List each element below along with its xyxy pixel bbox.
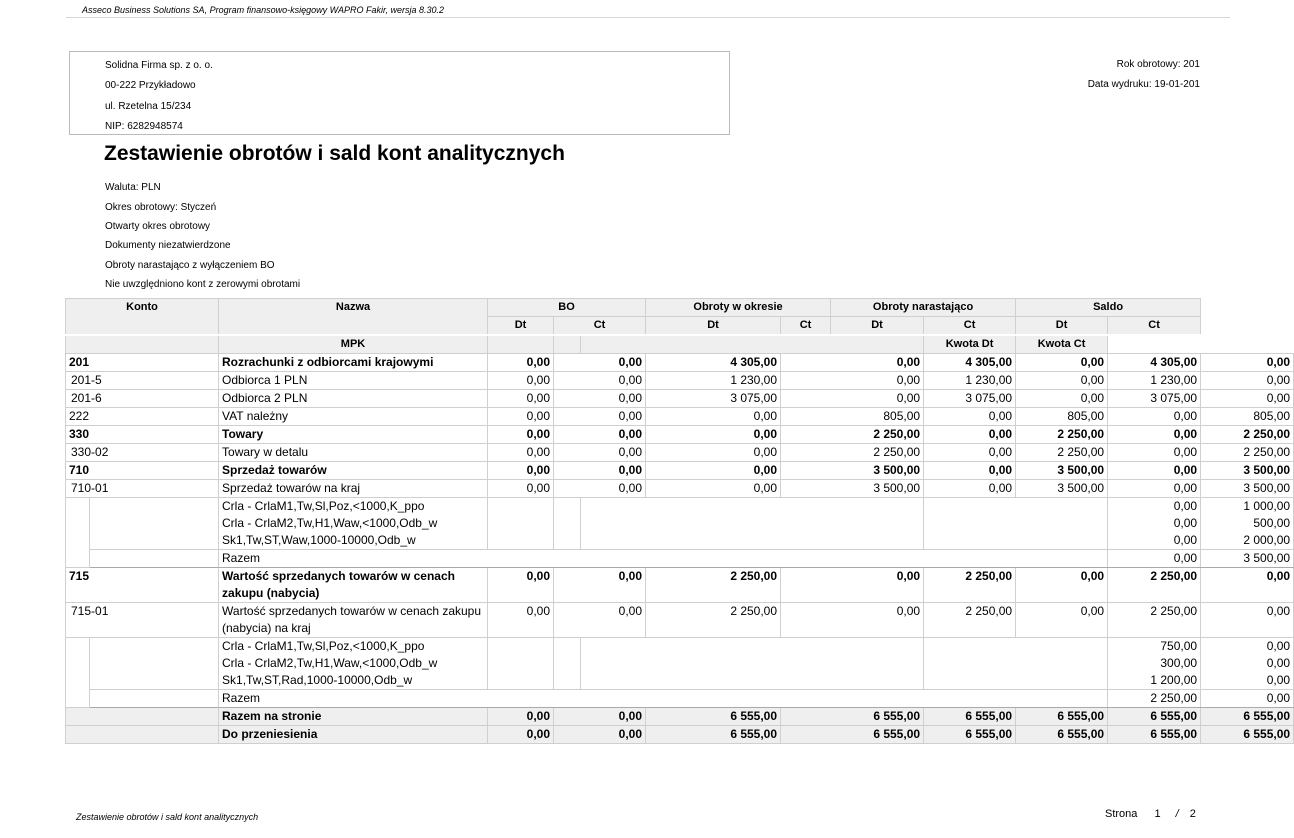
col-saldo-ct: Ct xyxy=(1108,317,1201,336)
col-saldo: Saldo xyxy=(1016,299,1201,317)
mpk-row xyxy=(66,498,1294,516)
nar-ct: 0,00 xyxy=(1016,568,1108,603)
col-blank-3 xyxy=(581,335,924,354)
saldo-ct: 805,00 xyxy=(1201,408,1294,426)
saldo-ct: 0,00 xyxy=(1201,372,1294,390)
account-row-715 xyxy=(66,568,1294,603)
fiscal-year: Rok obrotowy: 201 xyxy=(1116,59,1200,70)
company-box xyxy=(69,51,730,135)
razem-dt: 2 250,00 xyxy=(1108,690,1201,708)
mpk-ct: 0,00 xyxy=(1201,655,1294,672)
mpk-name: Sk1,Tw,ST,Rad,1000-10000,Odb_w xyxy=(219,672,488,690)
nar-ct: 6 555,00 xyxy=(1016,726,1108,744)
obr-ct: 6 555,00 xyxy=(781,726,924,744)
mpk-name: Sk1,Tw,ST,Waw,1000-10000,Odb_w xyxy=(219,532,488,550)
bo-ct: 0,00 xyxy=(554,462,646,480)
mpk-dt: 0,00 xyxy=(1108,532,1201,550)
bo-ct: 0,00 xyxy=(554,426,646,444)
nar-dt: 3 075,00 xyxy=(924,390,1016,408)
bo-dt: 0,00 xyxy=(488,568,554,603)
konto-cell: 222 xyxy=(66,408,219,426)
print-date: Data wydruku: 19-01-201 xyxy=(1087,79,1200,90)
obr-dt: 0,00 xyxy=(646,444,781,462)
bo-ct: 0,00 xyxy=(554,390,646,408)
report-title: Zestawienie obrotów i sald kont analitycznych xyxy=(104,142,565,165)
obr-dt: 6 555,00 xyxy=(646,726,781,744)
razem-row xyxy=(66,550,1294,568)
mpk-dt: 0,00 xyxy=(1108,515,1201,532)
account-row xyxy=(66,390,1294,408)
bo-ct: 0,00 xyxy=(554,444,646,462)
col-kwota-ct: Kwota Ct xyxy=(1016,335,1108,354)
saldo-dt: 2 250,00 xyxy=(1108,603,1201,638)
account-row xyxy=(66,462,1294,480)
account-row xyxy=(66,480,1294,498)
nar-ct: 2 250,00 xyxy=(1016,444,1108,462)
mpk-name: Crla - CrlaM2,Tw,H1,Waw,<1000,Odb_w xyxy=(219,655,488,672)
mpk-blank xyxy=(90,498,219,550)
razem-label: Razem xyxy=(219,550,1108,568)
mpk-dt: 1 200,00 xyxy=(1108,672,1201,690)
razem-ct: 0,00 xyxy=(1201,690,1294,708)
bo-dt: 0,00 xyxy=(488,444,554,462)
account-row xyxy=(66,444,1294,462)
company-postal: 00-222 Przykładowo xyxy=(105,80,196,91)
konto-cell: 330 xyxy=(66,426,219,444)
info-open-period: Otwarty okres obrotowy xyxy=(105,221,211,232)
obr-dt: 4 305,00 xyxy=(646,354,781,372)
nar-dt: 2 250,00 xyxy=(924,603,1016,638)
nar-dt: 0,00 xyxy=(924,444,1016,462)
konto-cell: 330-02 xyxy=(66,444,219,462)
nar-dt: 6 555,00 xyxy=(924,708,1016,726)
obr-ct: 0,00 xyxy=(781,372,924,390)
bo-ct: 0,00 xyxy=(554,603,646,638)
obr-ct: 2 250,00 xyxy=(781,426,924,444)
total-label: Do przeniesienia xyxy=(219,726,488,744)
col-obr-dt: Dt xyxy=(646,317,781,336)
col-blank xyxy=(66,335,219,354)
mpk-ct: 1 000,00 xyxy=(1201,498,1294,516)
nar-dt: 0,00 xyxy=(924,480,1016,498)
total-row xyxy=(66,726,1294,744)
konto-cell: 715-01 xyxy=(66,603,219,638)
nazwa-cell: VAT należny xyxy=(219,408,488,426)
col-saldo-dt: Dt xyxy=(1016,317,1108,336)
company-name: Solidna Firma sp. z o. o. xyxy=(105,60,213,71)
page-indicator xyxy=(1105,808,1196,820)
nazwa-cell: Wartość sprzedanych towarów w cenach zakupu (nabycia) na kraj xyxy=(219,603,488,638)
nar-ct: 0,00 xyxy=(1016,390,1108,408)
konto-cell: 710 xyxy=(66,462,219,480)
razem-dt: 0,00 xyxy=(1108,550,1201,568)
saldo-dt: 6 555,00 xyxy=(1108,708,1201,726)
mpk-name: Crla - CrlaM1,Tw,Sl,Poz,<1000,K_ppo xyxy=(219,638,488,656)
program-header: Asseco Business Solutions SA, Program finansowo-księgowy WAPRO Fakir, wersja 8.30.2 xyxy=(82,5,444,15)
bo-ct: 0,00 xyxy=(554,372,646,390)
saldo-dt: 0,00 xyxy=(1108,408,1201,426)
col-bo-ct: Ct xyxy=(554,317,646,336)
nazwa-cell: Towary w detalu xyxy=(219,444,488,462)
nar-ct: 0,00 xyxy=(1016,603,1108,638)
mpk-ct: 2 000,00 xyxy=(1201,532,1294,550)
nar-dt: 0,00 xyxy=(924,462,1016,480)
mpk-ct: 500,00 xyxy=(1201,515,1294,532)
mpk-dt: 750,00 xyxy=(1108,638,1201,656)
col-obr-ct: Ct xyxy=(781,317,831,336)
nar-dt: 1 230,00 xyxy=(924,372,1016,390)
col-nar-dt: Dt xyxy=(831,317,924,336)
company-nip: NIP: 6282948574 xyxy=(105,121,183,132)
obr-dt: 2 250,00 xyxy=(646,603,781,638)
saldo-ct: 2 250,00 xyxy=(1201,444,1294,462)
nar-ct: 0,00 xyxy=(1016,372,1108,390)
obr-ct: 805,00 xyxy=(781,408,924,426)
nazwa-cell: Wartość sprzedanych towarów w cenach zakupu (nabycia) xyxy=(219,568,488,603)
konto-cell: 710-01 xyxy=(66,480,219,498)
obr-ct: 0,00 xyxy=(781,354,924,372)
bo-ct: 0,00 xyxy=(554,708,646,726)
account-row xyxy=(66,408,1294,426)
total-row xyxy=(66,708,1294,726)
bo-dt: 0,00 xyxy=(488,603,554,638)
obr-ct: 6 555,00 xyxy=(781,708,924,726)
bo-dt: 0,00 xyxy=(488,462,554,480)
saldo-dt: 4 305,00 xyxy=(1108,354,1201,372)
col-mpk: MPK xyxy=(219,335,488,354)
info-zero-accounts: Nie uwzględniono kont z zerowymi obrotami xyxy=(105,279,301,290)
nar-dt: 2 250,00 xyxy=(924,568,1016,603)
mpk-row xyxy=(66,638,1294,656)
mpk-dt: 0,00 xyxy=(1108,498,1201,516)
bo-dt: 0,00 xyxy=(488,408,554,426)
total-label: Razem na stronie xyxy=(219,708,488,726)
page-label: Strona xyxy=(1105,808,1138,820)
nar-ct: 2 250,00 xyxy=(1016,426,1108,444)
mpk-ct: 0,00 xyxy=(1201,672,1294,690)
info-period: Okres obrotowy: Styczeń xyxy=(105,202,217,213)
footer-report-name: Zestawienie obrotów i sald kont analitycznych xyxy=(76,812,259,822)
col-konto: Konto xyxy=(66,299,219,336)
nar-ct: 805,00 xyxy=(1016,408,1108,426)
obr-dt: 0,00 xyxy=(646,480,781,498)
indent-cell xyxy=(66,638,90,708)
bo-ct: 0,00 xyxy=(554,726,646,744)
col-blank-1 xyxy=(488,335,554,354)
mpk-ct: 0,00 xyxy=(1201,638,1294,656)
saldo-dt: 1 230,00 xyxy=(1108,372,1201,390)
account-row xyxy=(66,426,1294,444)
konto-cell: 201 xyxy=(66,354,219,372)
konto-cell: 201-5 xyxy=(66,372,219,390)
obr-ct: 0,00 xyxy=(781,568,924,603)
saldo-ct: 6 555,00 xyxy=(1201,726,1294,744)
razem-ct: 3 500,00 xyxy=(1201,550,1294,568)
bo-dt: 0,00 xyxy=(488,390,554,408)
col-nar-ct: Ct xyxy=(924,317,1016,336)
account-row xyxy=(66,372,1294,390)
obr-dt: 3 075,00 xyxy=(646,390,781,408)
obr-dt: 6 555,00 xyxy=(646,708,781,726)
mpk-name: Crla - CrlaM2,Tw,H1,Waw,<1000,Odb_w xyxy=(219,515,488,532)
obr-dt: 0,00 xyxy=(646,426,781,444)
saldo-ct: 3 500,00 xyxy=(1201,480,1294,498)
page-total: 2 xyxy=(1189,808,1196,820)
saldo-ct: 3 500,00 xyxy=(1201,462,1294,480)
saldo-dt: 0,00 xyxy=(1108,462,1201,480)
info-docs: Dokumenty niezatwierdzone xyxy=(105,240,231,251)
obr-ct: 0,00 xyxy=(781,603,924,638)
balance-table xyxy=(65,298,1294,744)
saldo-dt: 2 250,00 xyxy=(1108,568,1201,603)
header-row-mpk xyxy=(66,335,1294,354)
bo-dt: 0,00 xyxy=(488,426,554,444)
nazwa-cell: Odbiorca 2 PLN xyxy=(219,390,488,408)
bo-dt: 0,00 xyxy=(488,726,554,744)
nar-dt: 4 305,00 xyxy=(924,354,1016,372)
mpk-name: Crla - CrlaM1,Tw,Sl,Poz,<1000,K_ppo xyxy=(219,498,488,516)
col-bo: BO xyxy=(488,299,646,317)
obr-ct: 2 250,00 xyxy=(781,444,924,462)
obr-dt: 0,00 xyxy=(646,462,781,480)
nar-ct: 3 500,00 xyxy=(1016,462,1108,480)
bo-ct: 0,00 xyxy=(554,408,646,426)
konto-cell: 715 xyxy=(66,568,219,603)
company-street: ul. Rzetelna 15/234 xyxy=(105,101,192,112)
bo-dt: 0,00 xyxy=(488,480,554,498)
saldo-dt: 6 555,00 xyxy=(1108,726,1201,744)
col-nazwa: Nazwa xyxy=(219,299,488,336)
bo-ct: 0,00 xyxy=(554,354,646,372)
col-obroty: Obroty w okresie xyxy=(646,299,831,317)
saldo-ct: 0,00 xyxy=(1201,568,1294,603)
nazwa-cell: Towary xyxy=(219,426,488,444)
obr-dt: 1 230,00 xyxy=(646,372,781,390)
header-rule xyxy=(66,17,1230,18)
col-kwota-dt: Kwota Dt xyxy=(924,335,1016,354)
saldo-ct: 6 555,00 xyxy=(1201,708,1294,726)
konto-cell: 201-6 xyxy=(66,390,219,408)
saldo-ct: 0,00 xyxy=(1201,390,1294,408)
nar-dt: 0,00 xyxy=(924,426,1016,444)
bo-ct: 0,00 xyxy=(554,480,646,498)
info-currency: Waluta: PLN xyxy=(105,182,161,193)
saldo-ct: 2 250,00 xyxy=(1201,426,1294,444)
saldo-dt: 0,00 xyxy=(1108,480,1201,498)
nazwa-cell: Odbiorca 1 PLN xyxy=(219,372,488,390)
saldo-ct: 0,00 xyxy=(1201,354,1294,372)
page-current: 1 xyxy=(1154,808,1161,820)
bo-dt: 0,00 xyxy=(488,372,554,390)
col-narast: Obroty narastająco xyxy=(831,299,1016,317)
page-separator: / xyxy=(1175,808,1179,820)
obr-ct: 3 500,00 xyxy=(781,462,924,480)
razem-row xyxy=(66,690,1294,708)
nar-ct: 0,00 xyxy=(1016,354,1108,372)
nazwa-cell: Sprzedaż towarów na kraj xyxy=(219,480,488,498)
saldo-dt: 0,00 xyxy=(1108,426,1201,444)
nar-dt: 6 555,00 xyxy=(924,726,1016,744)
saldo-dt: 3 075,00 xyxy=(1108,390,1201,408)
obr-dt: 2 250,00 xyxy=(646,568,781,603)
nazwa-cell: Sprzedaż towarów xyxy=(219,462,488,480)
obr-dt: 0,00 xyxy=(646,408,781,426)
bo-dt: 0,00 xyxy=(488,354,554,372)
obr-ct: 0,00 xyxy=(781,390,924,408)
mpk-dt: 300,00 xyxy=(1108,655,1201,672)
info-cumulative: Obroty narastająco z wyłączeniem BO xyxy=(105,260,275,271)
razem-label: Razem xyxy=(219,690,1108,708)
indent-cell xyxy=(66,498,90,568)
nar-dt: 0,00 xyxy=(924,408,1016,426)
saldo-ct: 0,00 xyxy=(1201,603,1294,638)
col-blank-2 xyxy=(554,335,581,354)
nar-ct: 6 555,00 xyxy=(1016,708,1108,726)
bo-ct: 0,00 xyxy=(554,568,646,603)
bo-dt: 0,00 xyxy=(488,708,554,726)
obr-ct: 3 500,00 xyxy=(781,480,924,498)
nazwa-cell: Rozrachunki z odbiorcami krajowymi xyxy=(219,354,488,372)
header-row-1 xyxy=(66,299,1294,317)
account-row xyxy=(66,354,1294,372)
account-row-715-01 xyxy=(66,603,1294,638)
saldo-dt: 0,00 xyxy=(1108,444,1201,462)
col-bo-dt: Dt xyxy=(488,317,554,336)
nar-ct: 3 500,00 xyxy=(1016,480,1108,498)
